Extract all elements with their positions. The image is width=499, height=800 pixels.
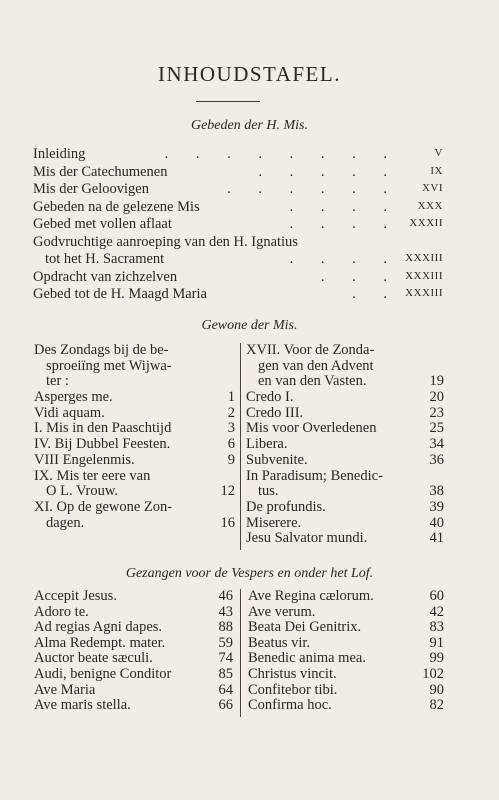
toc-label: Gebeden na de gelezene Mis [33,198,200,215]
section-heading-gebeden: Gebeden der H. Mis. [190,118,309,133]
list-entry [34,605,233,621]
toc-label: Godvruchtige aanroeping van den H. Ignatius [33,233,298,250]
entry-title: gen van den Advent [258,357,374,374]
entry-page-number: 2 [227,404,235,421]
entry-title: XVII. Voor de Zonda- [246,342,375,358]
toc-leader-dots: . . . . . . [227,181,399,197]
entry-page-number: 9 [227,451,235,468]
entry-page-number: 16 [220,514,235,531]
toc-label: Mis der Geloovigen [33,181,149,197]
list-entry [246,437,444,453]
entry-title: Adoro te. [34,603,89,620]
list-entry [246,421,444,437]
list-entry [248,605,444,621]
list-entry [34,516,235,532]
list-entry [34,437,235,453]
entry-title: Confitebor tibi. [248,681,338,698]
list-entry [34,343,235,359]
toc-leader-dots: . . . [320,268,399,285]
entry-page-number: 83 [429,619,444,636]
list-entry [34,421,235,437]
toc-leader-dots: . . . . [289,251,399,267]
toc-leader-dots: . . . . . [258,163,399,180]
entry-title: Credo I. [246,389,294,406]
list-entry [246,359,444,375]
list-entry [34,469,235,485]
toc-page-number: XXXIII [405,269,443,282]
entry-page-number: 20 [429,389,444,406]
entry-page-number: 25 [429,420,444,437]
entry-page-number: 12 [220,483,235,500]
entry-title: Ave Maria [34,681,96,698]
entry-title: Des Zondags bij de be- [34,342,169,358]
entry-title: tus. [258,483,279,500]
toc-list [33,146,443,304]
entry-title: sproeiïng met Wijwa- [46,357,172,374]
gezangen-left-column [34,589,233,714]
toc-page-number: XXXII [409,217,443,229]
entry-title: Asperges me. [34,389,113,406]
list-entry [34,589,233,605]
toc-row [33,216,443,234]
entry-page-number: 88 [218,619,233,636]
list-entry [246,453,444,469]
toc-label: Mis der Catechumenen [33,163,168,180]
toc-label: Inleiding [33,146,86,162]
entry-title: Subvenite. [246,451,308,468]
entry-title: Libera. [246,436,288,453]
toc-page-number: XXX [417,199,443,212]
toc-row [33,251,443,269]
entry-page-number: 23 [429,404,444,421]
entry-page-number: 34 [429,436,444,453]
list-entry [246,390,444,406]
entry-title: en van den Vasten. [258,373,367,390]
toc-page-number: IX [430,164,443,177]
list-entry [246,516,444,532]
gezangen-right-column [248,589,444,714]
toc-row [33,286,443,304]
entry-title: Auctor beate sæculi. [34,650,153,667]
list-entry [34,359,235,375]
toc-label: tot het H. Sacrament [45,251,165,267]
list-entry [246,406,444,422]
entry-title: VIII Engelenmis. [34,451,135,468]
entry-title: De profundis. [246,498,326,515]
entry-title: XI. Op de gewone Zon- [34,498,173,515]
toc-row [33,199,443,217]
toc-row [33,181,443,199]
entry-title: Miserere. [246,514,302,531]
list-entry [34,484,235,500]
list-entry [34,500,235,516]
entry-page-number: 42 [429,603,444,620]
entry-page-number: 46 [218,588,233,604]
toc-leader-dots: . . . . . . . . [164,146,399,162]
entry-title: Beatus vir. [248,634,311,651]
entry-page-number: 91 [429,634,444,651]
list-entry [246,469,444,485]
gewone-right-column [246,343,444,547]
page-title: INHOUDSTAFEL. [158,62,341,86]
list-entry [248,636,444,652]
entry-page-number: 99 [429,650,444,667]
list-entry [248,620,444,636]
entry-page-number: 39 [429,498,444,515]
entry-page-number: 3 [227,420,235,437]
entry-page-number: 59 [218,634,233,651]
list-entry [34,698,233,714]
entry-page-number: 66 [218,697,233,714]
entry-title: Vidi aquam. [34,404,105,421]
list-entry [248,698,444,714]
entry-page-number: 40 [429,514,444,531]
entry-page-number: 102 [422,665,444,682]
toc-row [33,146,443,164]
section-heading-gewone: Gewone der Mis. [201,318,298,333]
entry-title: Mis voor Overledenen [246,420,377,437]
title-rule [196,101,260,102]
entry-title: Accepit Jesus. [34,588,117,604]
entry-page-number: 19 [429,373,444,390]
gewone-left-column [34,343,235,531]
entry-title: Audi, benigne Conditor [34,665,172,682]
entry-title: Beata Dei Genitrix. [248,619,362,636]
entry-title: In Paradisum; Benedic- [246,467,383,484]
toc-label: Gebed met vollen aflaat [33,216,172,232]
toc-page-number: XVI [421,182,443,194]
entry-page-number: 43 [218,603,233,620]
entry-page-number: 74 [218,650,233,667]
list-entry [248,589,444,605]
toc-page-number: XXXIII [405,287,443,299]
section-heading-gezangen: Gezangen voor de Vespers en onder het Lof. [125,566,374,581]
entry-page-number: 41 [429,530,444,547]
list-entry [248,667,444,683]
toc-row [33,164,443,182]
list-entry [246,484,444,500]
list-entry [34,683,233,699]
entry-page-number: 82 [429,697,444,714]
list-entry [246,500,444,516]
list-entry [248,683,444,699]
list-entry [34,453,235,469]
entry-title: IV. Bij Dubbel Feesten. [34,436,171,453]
toc-leader-dots: . . [352,286,399,302]
list-entry [246,343,444,359]
entry-title: Christus vincit. [248,665,337,682]
entry-title: Ave maris stella. [34,697,131,714]
toc-page-number: XXXIII [405,252,443,264]
column-divider [240,589,241,717]
entry-page-number: 1 [227,389,235,406]
list-entry [34,390,235,406]
toc-row [33,234,443,252]
list-entry [34,374,235,390]
entry-title: dagen. [46,514,85,531]
list-entry [34,620,233,636]
entry-title: Credo III. [246,404,304,421]
entry-title: I. Mis in den Paaschtijd [34,420,172,437]
entry-page-number: 6 [227,436,235,453]
entry-title: O L. Vrouw. [46,483,119,500]
entry-page-number: 85 [218,665,233,682]
entry-page-number: 90 [429,681,444,698]
list-entry [34,667,233,683]
entry-title: Benedic anima mea. [248,650,366,667]
entry-title: Ave Regina cælorum. [248,588,374,604]
column-divider [240,343,241,550]
toc-leader-dots: . . . . [289,198,399,215]
list-entry [34,636,233,652]
list-entry [34,651,233,667]
entry-page-number: 36 [429,451,444,468]
entry-title: Confirma hoc. [248,697,332,714]
list-entry [248,651,444,667]
list-entry [246,374,444,390]
gezangen-columns [34,589,444,719]
entry-title: Jesu Salvator mundi. [246,530,368,547]
entry-title: Alma Redempt. mater. [34,634,166,651]
toc-leader-dots: . . . . [289,216,399,232]
list-entry [246,531,444,547]
toc-page-number: V [434,147,443,159]
entry-title: IX. Mis ter eere van [34,467,151,484]
toc-row [33,269,443,287]
entry-page-number: 60 [429,588,444,604]
entry-title: ter : [46,373,69,390]
entry-title: Ave verum. [248,603,316,620]
toc-label: Gebed tot de H. Maagd Maria [33,286,207,302]
toc-label: Opdracht van zichzelven [33,268,178,285]
gewone-columns [34,343,444,553]
list-entry [34,406,235,422]
entry-page-number: 64 [218,681,233,698]
entry-title: Ad regias Agni dapes. [34,619,163,636]
entry-page-number: 38 [429,483,444,500]
